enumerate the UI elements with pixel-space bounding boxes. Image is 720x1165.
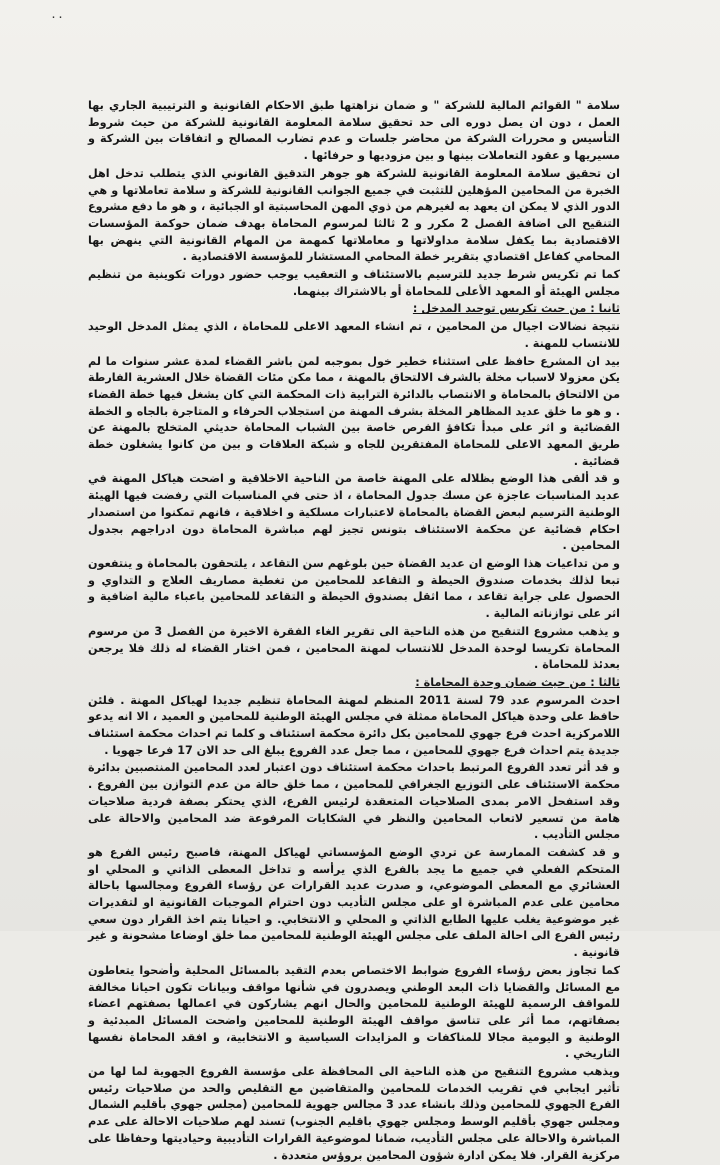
paragraph: كما تم تكريس شرط جديد للترسيم بالاستئناف و التعقيب يوجب حضور دورات تكوينية من تنظيم مجلس الهيئة أو المعهد الأعلى للمحاماة أو بالاشتراك بينهما. — [88, 268, 620, 298]
paragraph: احدث المرسوم عدد 79 لسنة 2011 المنظم لمهنة المحاماة تنظيم جديدا لهياكل المهنة . فلئن حافظ على وحدة هياكل المحاماة ممثلة في مجلس الهيئة الوطنية للمحامين و العميد ، الا انه يدعو اللامركزية احدث فرع جهوي للمحامين بكل دائرة محكمة استئناف و كلما تم احداث محكمة استئناف جديدة يتم احداث فرع جهوي للمحامين ، مما جعل عدد الفروع يبلغ الى حد الان 17 فرعا جهويا . — [88, 693, 620, 757]
paragraph: و من تداعيات هذا الوضع ان عديد القضاة حين بلوغهم سن التقاعد ، يلتحقون بالمحاماة و ينتفعون تبعا لذلك بخدمات صندوق الحيطة و التقاعد للمحامين من تغطية مصاريف العلاج و التداوي و الحصول على جراية تقاعد ، مما اثقل بصندوق الحيطة و التقاعد للمحامين باعباء مالية اضافية و اثر على توازناته المالية . — [88, 556, 620, 621]
section-heading-text: ثانيا : من حيث تكريس توحيد المدخل : — [412, 302, 620, 316]
paragraph: و قد كشفت الممارسة عن تردي الوضع المؤسساتي لهياكل المهنة، فاصبح رئيس الفرع هو المتحكم الفعلي في جميع ما يجد بالفرع الذي يرأسه و تداخل المعطى الذاتي و المحلي او العشائري مع المعطى الموضوعي، و صدرت عديد القرارات عن رؤساء الفروع ومجالسها باحالة محامين على عدم المباشرة او على مجلس التأديب دون احترام الموجبات القانونية او لتقديرات غير موضوعية يغلب عليها الطابع الذاتي و المحلي و الانتخابي. و احيانا يتم اخذ القرار دون سعي رئيس الفرع الى احالة الملف على مجلس الهيئة الوطنية للمحامين مما خلق اوضاعا مشحونة و غير قانونية . — [88, 845, 620, 960]
paragraph: بيد ان المشرع حافظ على استثناء خطير خول بموجبه لمن باشر القضاء لمدة عشر سنوات ما لم يكن معزولا لاسباب مخلة بالشرف الالتحاق بالمهنة ، مما مكن مئات القضاة خلال العشرية الفارطة من الالتحاق بالمحاماة و الانتصاب بالدائرة الترابية ذات المحكمة التي كان يشغل فيها خطة القضاء . و هو ما خلق عديد المظاهر المخلة بشرف المهنة من استجلاب الحرفاء و المتاجرة بالجاه و الخطة القضائية و اثر على مبدأ تكافؤ الفرص خاصة بين الشباب المحاماة حديثي المتخلج بالمهنة عن طريق المعهد الاعلى للمحاماة المفتقرين للجاه و شبكة العلاقات و بين من كانوا يشغلون خطة قضائية . — [88, 354, 620, 468]
paragraph: و قد أثر تعدد الفروع المرتبط باحداث محكمة استئناف دون اعتبار لعدد المحامين المنتصبين بدائرة محكمة الاستئناف على التوزيع الجغرافي للمحامين ، مما خلق حالة من عدم التوازن بين الفروع . وقد استفحل الامر بمدى الصلاحيات المتعقدة لرئيس الفرع، الذي يحتكر بصفة فردية صلاحيات هامة من تسعير لاتعاب المحامين والنظر في الشكايات المرفوعة ضد المحامين والاحالة على مجلس التأديب . — [88, 761, 620, 842]
section-heading — [88, 675, 620, 692]
paragraph: نتيجة نضالات اجيال من المحامين ، تم انشاء المعهد الاعلى للمحاماة ، الذي يمثل المدخل الوحيد للانتساب للمهنة . — [88, 320, 620, 350]
paragraph: و يذهب مشروع التنقيح من هذه الناحية الى تقرير الغاء الفقرة الاخيرة من الفصل 3 من مرسوم المحاماة تكريسا لوحدة المدخل للانتساب لمهنة المحامين ، فمن اختار القضاء له ذلك فلا يرجعن بعدئذ للمحاماة . — [88, 624, 620, 672]
paragraph: ان تحقيق سلامة المعلومة القانونية للشركة هو جوهر التدقيق القانوني الذي يتطلب تدخل اهل الخبرة من المحامين المؤهلين للتثبت في جميع الجوانب القانونية للشركة و سلامة تعاملاتها و هي الدور الذي لا يمكن ان يعهد به لغيرهم من ذوي المهن المحاسبتية او الجبائية ، و هو ما دفع مشروع التنقيح الى اضافة الفصل 2 مكرر و 2 ثالثا لمرسوم المحاماة بهدف ضمان حوكمة المؤسسات الاقتصادية بما يكفل سلامة مداولاتها و معاملاتها كمهمة من المهام القانونية التي ينهض بها المحامي كفاعل اقتصادي بتقرير خطة المحامي المستشار للمؤسسة الاقتصادية . — [88, 166, 620, 264]
document-body — [88, 98, 620, 1165]
page-mark: ٠٠ — [50, 10, 64, 25]
paragraph: كما تجاوز بعض رؤساء الفروع ضوابط الاختصاص بعدم التقيد بالمسائل المحلية وأضحوا يتعاطون مع المسائل والقضايا ذات البعد الوطني ويصدرون في شأنها مواقف وبيانات تكون احيانا مخالفة للمواقف الرسمية للهيئة الوطنية للمحامين والحال انهم يشاركون في اعمالها بصفتهم اعضاء بصفاتهم، مما أثر على تناسق مواقف الهيئة الوطنية للمحامين واضحت المسائل المبدئية و الوطنية و اليومية مجالا للمناكفات و المزايدات السياسية و الانتخابية، و افقد المحاماة نفسها التاريخي . — [88, 963, 620, 1061]
section-heading — [88, 301, 620, 318]
section-heading-text: ثالثا : من حيث ضمان وحدة المحاماة : — [415, 675, 620, 689]
paragraph: ويذهب مشروع التنقيح من هذه الناحية الى المحافظة على مؤسسة الفروع الجهوية لما لها من تأثير ايجابي في تقريب الخدمات للمحامين والمتقاضين مع التقليص والحد من صلاحيات رئيس الفرع الجهوي للمحامين وذلك بانشاء عدد 3 مجالس جهوية للمحامين (مجلس جهوي بأقليم الشمال ومجلس جهوي بأقليم الوسط ومجلس جهوي باقليم الجنوب) تسند لهم صلاحيات الاحالة على عدم المباشرة والاحالة على مجلس التأديب، ضمانا لموضوعية القرارات التأديبية وحياديتها وحفاظا على مركزية القرار. فلا يمكن ادارة شؤون المحامين بروؤس متعددة . — [88, 1065, 621, 1162]
paragraph: و قد ألقى هذا الوضع بظلاله على المهنة خاصة من الناحية الاخلاقية و اضحت هياكل المهنة في عديد المناسبات عاجزة عن مسك جدول المحاماة ، اذ حتى في المناسبات التي رفضت فيها الهيئة الوطنية الترسيم لبعض القضاة بالمحاماة لاعتبارات مسلكية و اخلاقية ، فانهم تمكنوا من استصدار احكام قضائية عن محكمة الاستئناف بتونس تجيز لهم مباشرة المحاماة دون ادراجهم بجدول المحامين . — [88, 472, 620, 553]
paragraph: سلامة " القوائم المالية للشركة " و ضمان نزاهتها طبق الاحكام القانونية و الترتيبية الجاري بها العمل ، دون ان يصل دوره الى حد تحقيق سلامة المعلومة القانونية للشركة من حيث شروط التأسيس و محررات الشركة من محاضر جلسات و عدم تضارب المصالح و اتفاقات بين الشركة و مسيريها و عقود التعاملات بينها و بين مزوديها و حرفائها . — [88, 99, 620, 163]
